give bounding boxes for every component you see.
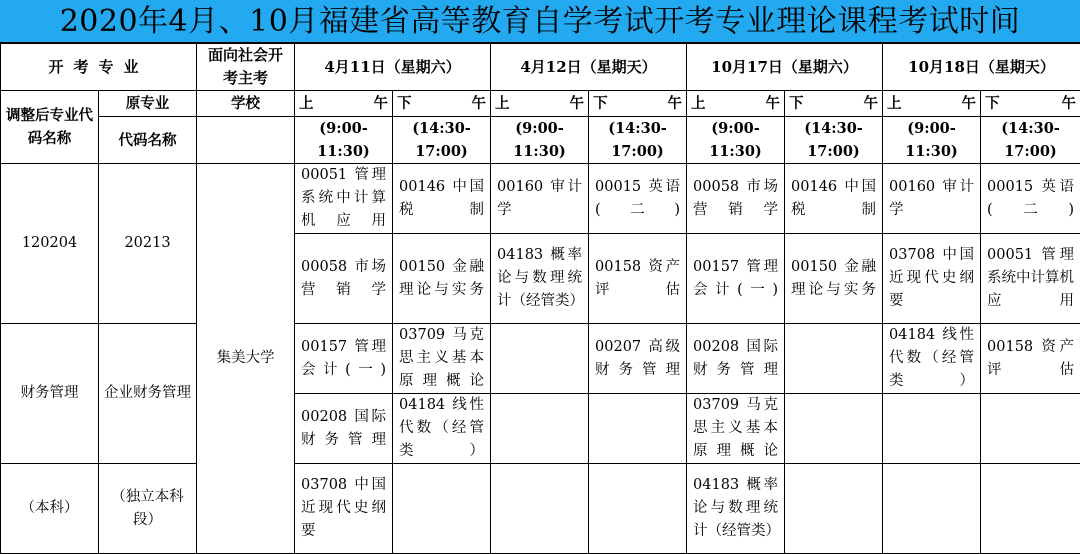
course-cell: 00058 市场营销学 — [687, 164, 785, 234]
pm-time-3: (14:30-17:00) — [981, 117, 1080, 164]
date-header-3: 10月18日（星期天） — [883, 44, 1080, 91]
course-cell: 00058 市场营销学 — [295, 234, 393, 324]
course-cell: 00157 管理会计(一) — [295, 324, 393, 394]
course-cell: 00157 管理会计(一) — [687, 234, 785, 324]
course-cell: 00158 资产评估 — [589, 234, 687, 324]
pm-header-2: 下 午 — [785, 91, 883, 117]
course-cell: 00015 英语(二) — [981, 164, 1080, 234]
original-major-code: 20213 — [99, 164, 197, 324]
social-exam-header: 面向社会开考主考 — [197, 44, 295, 91]
adjusted-major-code: 120204 — [1, 164, 99, 324]
course-cell: 00051 管理系统中计算机应用 — [295, 164, 393, 234]
am-header-2: 上 午 — [687, 91, 785, 117]
major-group-header: 开考专业 — [1, 44, 197, 91]
course-cell — [883, 394, 981, 464]
pm-time-2: (14:30-17:00) — [785, 117, 883, 164]
table-row — [1, 464, 1080, 554]
course-cell — [981, 464, 1080, 554]
course-cell — [785, 324, 883, 394]
course-cell: 00158 资产评估 — [981, 324, 1080, 394]
course-cell — [393, 464, 491, 554]
course-cell — [981, 394, 1080, 464]
course-cell: 00208 国际财务管理 — [295, 394, 393, 464]
am-header-1: 上 午 — [491, 91, 589, 117]
original-major-name: 企业财务管理 — [99, 324, 197, 464]
exam-schedule-table — [0, 43, 1080, 554]
am-time-1: (9:00-11:30) — [491, 117, 589, 164]
date-header-2: 10月17日（星期六） — [687, 44, 883, 91]
course-cell — [785, 464, 883, 554]
pm-time-1: (14:30-17:00) — [589, 117, 687, 164]
course-cell: 00146 中国税制 — [785, 164, 883, 234]
course-cell: 03708 中国近现代史纲要 — [883, 234, 981, 324]
course-cell: 04183 概率论与数理统计（经管类） — [491, 234, 589, 324]
course-cell: 03709 马克思主义基本原理概论 — [687, 394, 785, 464]
am-time-3: (9:00-11:30) — [883, 117, 981, 164]
am-time-0: (9:00-11:30) — [295, 117, 393, 164]
school-name: 集美大学 — [197, 164, 295, 554]
original-major-level: （独立本科段） — [99, 464, 197, 554]
course-cell: 03708 中国近现代史纲要 — [295, 464, 393, 554]
course-cell: 00015 英语(二) — [589, 164, 687, 234]
course-cell — [589, 464, 687, 554]
page-title: 2020年4月、10月福建省高等教育自学考试开考专业理论课程考试时间 — [0, 0, 1080, 43]
code-name-header: 代码名称 — [99, 117, 197, 164]
course-cell: 04184 线性代数（经管类） — [393, 394, 491, 464]
course-cell: 00208 国际财务管理 — [687, 324, 785, 394]
table-row — [1, 164, 1080, 234]
course-cell — [589, 394, 687, 464]
course-cell: 00207 高级财务管理 — [589, 324, 687, 394]
course-cell: 00160 审计学 — [883, 164, 981, 234]
am-header-3: 上 午 — [883, 91, 981, 117]
course-cell: 04183 概率论与数理统计（经管类） — [687, 464, 785, 554]
pm-time-0: (14:30-17:00) — [393, 117, 491, 164]
course-cell: 00150 金融理论与实务 — [393, 234, 491, 324]
adjusted-major-name: 财务管理 — [1, 324, 99, 464]
school-header-blank — [197, 117, 295, 164]
course-cell: 04184 线性代数（经管类） — [883, 324, 981, 394]
course-cell — [491, 464, 589, 554]
date-header-0: 4月11日（星期六） — [295, 44, 491, 91]
course-cell: 00150 金融理论与实务 — [785, 234, 883, 324]
course-cell: 00160 审计学 — [491, 164, 589, 234]
am-header-0: 上 午 — [295, 91, 393, 117]
original-major-header: 原专业 — [99, 91, 197, 117]
pm-header-0: 下 午 — [393, 91, 491, 117]
course-cell: 00146 中国税制 — [393, 164, 491, 234]
table-row — [1, 324, 1080, 394]
pm-header-1: 下 午 — [589, 91, 687, 117]
course-cell — [883, 464, 981, 554]
am-time-2: (9:00-11:30) — [687, 117, 785, 164]
course-cell — [785, 394, 883, 464]
adjusted-code-name-header: 调整后专业代码名称 — [1, 91, 99, 164]
pm-header-3: 下 午 — [981, 91, 1080, 117]
course-cell — [491, 394, 589, 464]
course-cell: 03709 马克思主义基本原理概论 — [393, 324, 491, 394]
date-header-1: 4月12日（星期天） — [491, 44, 687, 91]
school-header: 学校 — [197, 91, 295, 117]
course-cell — [491, 324, 589, 394]
course-cell: 00051 管理系统中计算机应用 — [981, 234, 1080, 324]
adjusted-major-level: （本科） — [1, 464, 99, 554]
